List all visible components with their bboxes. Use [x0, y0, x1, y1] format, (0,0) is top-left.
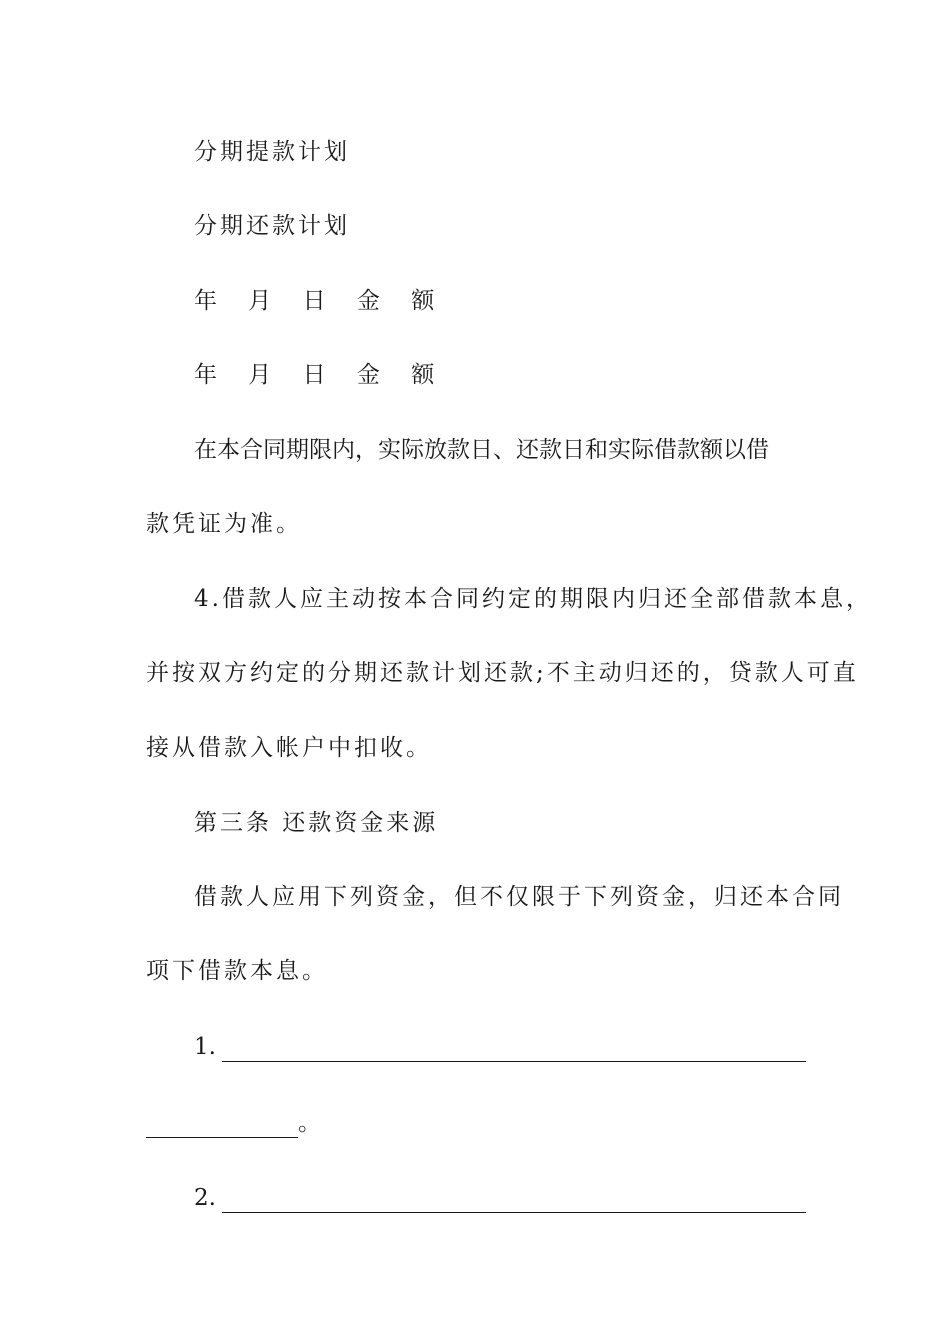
date-amount-row-2: 年 月 日 金 额: [194, 362, 447, 388]
article-3-heading: 第三条 还款资金来源: [194, 810, 439, 836]
article-3-line: 借款人应用下列资金，但不仅限于下列资金，归还本合同: [194, 884, 844, 910]
item-end-mark: 。: [298, 1110, 321, 1136]
date-amount-row-1: 年 月 日 金 额: [194, 288, 447, 314]
fund-source-item-1: [194, 1032, 806, 1062]
fill-in-blank[interactable]: [146, 1115, 298, 1138]
paragraph-text: 在本合同期限内，实际放款日、还款日和实际借款额以借: [194, 437, 769, 463]
heading-repayment-plan: 分期还款计划: [194, 213, 350, 239]
item-number: 1.: [194, 1034, 216, 1060]
heading-drawdown-plan: 分期提款计划: [194, 139, 350, 165]
clause-4-line: 接从借款入帐户中扣收。: [146, 735, 432, 761]
paragraph-line: 款凭证为准。: [146, 511, 302, 537]
fill-in-blank[interactable]: [222, 1190, 806, 1213]
fill-in-blank[interactable]: [222, 1039, 806, 1062]
clause-4-line: 并按双方约定的分期还款计划还款;不主动归还的，贷款人可直: [146, 660, 859, 686]
fund-source-item-1-continuation: [146, 1108, 346, 1138]
article-3-line: 项下借款本息。: [146, 958, 328, 984]
fund-source-item-2: [194, 1183, 806, 1213]
clause-4-line: 4.借款人应主动按本合同约定的期限内归还全部借款本息，: [194, 586, 872, 612]
item-number: 2.: [194, 1185, 216, 1211]
paragraph-line: [194, 435, 806, 465]
